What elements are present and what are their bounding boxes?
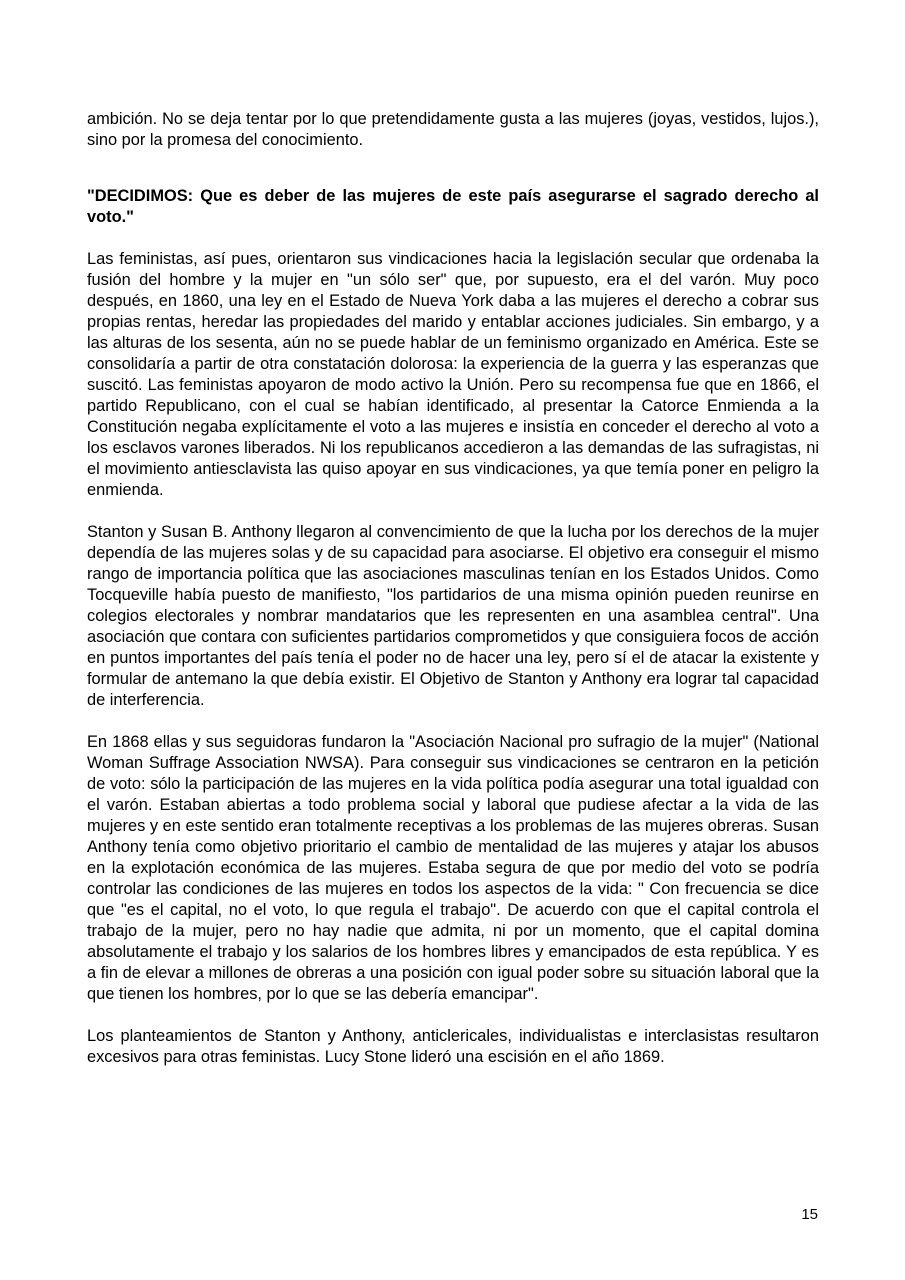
paragraph-ambicion: ambición. No se deja tentar por lo que pretendidamente gusta a las mujeres (joyas, vestidos, lujos.), sino por la promesa del conocimiento. [87,110,819,149]
page-content [87,109,819,1068]
paragraph-planteamientos: Los planteamientos de Stanton y Anthony, anticlericales, individualistas e interclasistas resultaron excesivos para otras feministas. Lucy Stone lideró una escisión en el año 1869. [87,1027,819,1066]
paragraph-stanton-anthony: Stanton y Susan B. Anthony llegaron al convencimiento de que la lucha por los derechos de la mujer dependía de las mujeres solas y de su capacidad para asociarse. El objetivo era conseguir el mismo rango de importancia política que las asociaciones masculinas tenían en los Estados Unidos. Como Tocqueville había puesto de manifiesto, "los partidarios de una misma opinión pueden reunirse en colegios electorales y nombrar mandatarios que les representen en una asamblea central". Una asociación que contara con suficientes partidarios comprometidos y que consiguiera focos de acción en puntos importantes del país tenía el poder no de hacer una ley, pero sí el de atacar la existente y formular de antemano la que debía existir. El Objetivo de Stanton y Anthony era lograr tal capacidad de interferencia. [87,523,819,709]
paragraph-nwsa: En 1868 ellas y sus seguidoras fundaron la "Asociación Nacional pro sufragio de la mujer" (National Woman Suffrage Association NWSA). Para conseguir sus vindicaciones se centraron en la petición de voto: sólo la participación de las mujeres en la vida política podía asegurar una total igualdad con el varón. Estaban abiertas a todo problema social y laboral que pudiese afectar a la vida de las mujeres y en este sentido eran totalmente receptivas a los problemas de las mujeres obreras. Susan Anthony tenía como objetivo prioritario el cambio de mentalidad de las mujeres y atajar los abusos en la explotación económica de las mujeres. Estaba segura de que por medio del voto se podría controlar las condiciones de las mujeres en todos los aspectos de la vida: " Con frecuencia se dice que "es el capital, no el voto, lo que regula el trabajo". De acuerdo con que el capital controla el trabajo de la mujer, pero no hay nadie que admita, ni por un momento, que el capital domina absolutamente el trabajo y los salarios de los hombres libres y emancipados de esta república. Y es a fin de elevar a millones de obreras a una posición con igual poder sobre su situación laboral que la que tienen los hombres, por lo que se las debería emancipar". [87,733,819,1003]
page-number: 15 [801,1206,818,1223]
paragraph-feministas: Las feministas, así pues, orientaron sus vindicaciones hacia la legislación secular que ordenaba la fusión del hombre y la mujer en "un sólo ser" que, por supuesto, era el del varón. Muy poco después, en 1860, una ley en el Estado de Nueva York daba a las mujeres el derecho a cobrar sus propias rentas, heredar las propiedades del marido y entablar acciones judiciales. Sin embargo, y a las alturas de los sesenta, aún no se puede hablar de un feminismo organizado en América. Este se consolidaría a partir de otra constatación dolorosa: la experiencia de la guerra y las esperanzas que suscitó. Las feministas apoyaron de modo activo la Unión. Pero su recompensa fue que en 1866, el partido Republicano, con el cual se habían identificado, al presentar la Catorce Enmienda a la Constitución negaba explícitamente el voto a las mujeres e insistía en conceder el derecho al voto a los esclavos varones liberados. Ni los republicanos accedieron a las demandas de las sufragistas, ni el movimiento antiesclavista las quiso apoyar en sus vindicaciones, ya que temía poner en peligro la enmienda. [87,250,819,499]
resolution-heading: "DECIDIMOS: Que es deber de las mujeres de este país asegurarse el sagrado derecho al voto." [87,187,819,226]
